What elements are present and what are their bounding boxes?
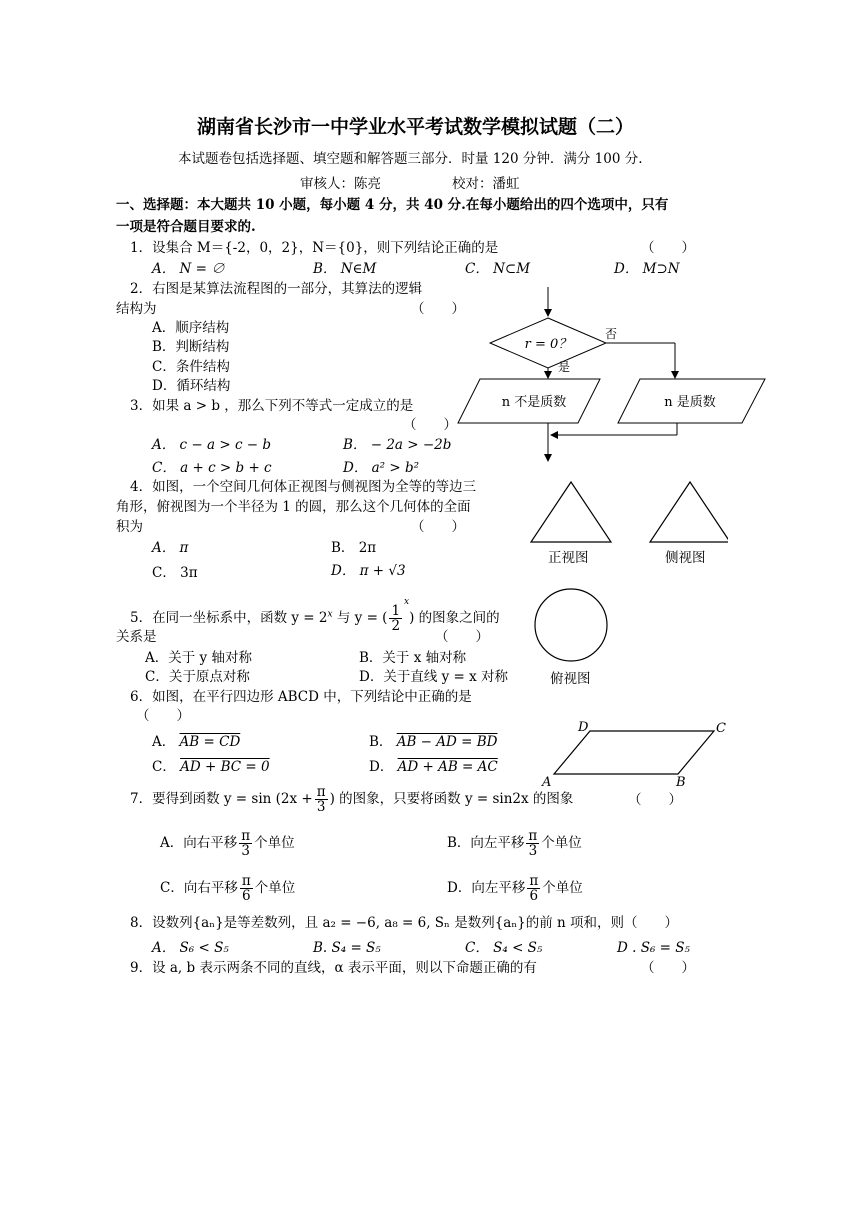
q2-option-a: A．顺序结构 — [152, 320, 230, 336]
q5-exp-2: x — [404, 597, 410, 607]
q3-option-b: B． − 2a > −2b — [343, 437, 452, 453]
q1-option-c: C． N⊂M — [465, 261, 531, 277]
q5-stem-cont: 关系是 — [116, 629, 157, 645]
q1-option-d: D． M⊃N — [614, 261, 680, 277]
q4-option-d: D． π + √3 — [331, 563, 406, 579]
q1-option-a: A． N = ∅ — [152, 261, 225, 277]
q5-stem-post: ) 的图象之间的 — [409, 610, 500, 626]
q6-answer-paren: （ ） — [136, 708, 190, 724]
front-view-label: 正视图 — [548, 550, 589, 566]
side-view-triangle — [650, 482, 728, 542]
reviewer: 审核人：陈亮 — [300, 176, 381, 192]
q5-option-b: B．关于 x 轴对称 — [359, 650, 467, 666]
q7-stem — [130, 785, 573, 814]
q5-option-c: C．关于原点对称 — [145, 669, 250, 685]
q1-option-b: B． N∈M — [313, 261, 377, 277]
q3-option-a: A． c − a > c − b — [152, 437, 272, 453]
q1-answer-paren: （ ） — [641, 240, 695, 256]
q8-stem: 8．设数列{aₙ}是等差数列，且 a₂ = −6, a₈ = 6, Sₙ 是数列{aₙ}的前 n 项和，则（ ） — [130, 915, 679, 931]
q1-stem: 1．设集合 M＝{-2，0，2}，N＝{0}，则下列结论正确的是 — [130, 240, 499, 256]
q4-option-a: A． π — [152, 540, 189, 556]
section-heading: 一、选择题：本大题共 10 小题，每小题 4 分，共 40 分.在每小题给出的四个选项中，只有 — [116, 197, 669, 213]
q6-stem: 6．如图，在平行四边形 ABCD 中，下列结论中正确的是 — [130, 689, 472, 705]
q4-answer-paren: （ ） — [411, 519, 465, 535]
q3-answer-paren: （ ） — [403, 417, 457, 433]
front-view-triangle — [531, 482, 611, 542]
flowchart — [440, 285, 780, 465]
q7-option-c: C．向右平移 $\frac{\pi}{6}$ 个单位 — [160, 873, 296, 905]
three-views-figure — [528, 478, 728, 698]
q9-answer-paren: （ ） — [641, 960, 695, 976]
q6-option-a: A． AB = CD — [152, 734, 241, 750]
q2-option-c: C．条件结构 — [152, 359, 230, 375]
q4-option-c: C． 3π — [152, 565, 198, 581]
q4-stem: 4．如图，一个空间几何体正视图与侧视图为全等的等边三 — [130, 479, 477, 495]
q8-option-b: B. S₄ = S₅ — [313, 940, 381, 956]
q5-stem — [130, 597, 500, 633]
q7-option-b: B．向左平移 $\frac{\pi}{3}$ 个单位 — [447, 828, 582, 860]
right-box-label: n 是质数 — [664, 395, 716, 410]
q4-stem-cont: 角形，俯视图为一个半径为 1 的圆，那么这个几何体的全面 — [116, 499, 471, 515]
q3-option-d: D． a² > b² — [343, 460, 420, 476]
top-view-label: 俯视图 — [550, 671, 591, 687]
left-box-label: n 不是质数 — [501, 395, 567, 410]
q8-option-d: D . S₆ = S₅ — [617, 940, 690, 956]
q4-option-b: B． 2π — [331, 540, 377, 556]
section-heading-cont: 一项是符合题目要求的. — [116, 219, 256, 235]
q7-option-a: A．向右平移 $\frac{\pi}{3}$ 个单位 — [160, 828, 295, 860]
q2-option-b: B．判断结构 — [152, 339, 230, 355]
q5-stem-mid: 与 y = ( — [332, 610, 388, 626]
no-label: 否 — [605, 327, 618, 341]
q7-answer-paren: （ ） — [628, 792, 682, 808]
yes-label: 是 — [558, 360, 571, 374]
q3-option-c: C． a + c > b + c — [152, 460, 272, 476]
q6-option-b-expr: AB − AD = BD — [396, 734, 498, 750]
vertex-a: A — [542, 775, 552, 790]
q6-option-a-expr: AB = CD — [179, 734, 241, 750]
q7-stem-pre: 7．要得到函数 y = sin (2x + — [130, 791, 313, 808]
q5-stem-pre: 5．在同一坐标系中，函数 y = 2 — [130, 610, 328, 626]
q5-option-a: A．关于 y 轴对称 — [145, 650, 252, 666]
q5-exp-1: x — [327, 609, 333, 620]
q6-option-c-expr: AD + BC = 0 — [180, 759, 270, 775]
q8-option-a: A． S₆ < S₅ — [152, 940, 229, 956]
q5-fraction: $\frac{1}{2}$ — [391, 602, 401, 634]
q6-option-b: B． AB − AD = BD — [369, 734, 498, 750]
top-view-circle — [535, 589, 607, 661]
q9-stem: 9．设 a, b 表示两条不同的直线，α 表示平面，则以下命题正确的有 — [130, 960, 537, 976]
page-title: 湖南省长沙市一中学业水平考试数学模拟试题（二） — [197, 116, 635, 138]
q7-option-d: D．向左平移 $\frac{\pi}{6}$ 个单位 — [447, 873, 583, 905]
q6-option-d-expr: AD + AB = AC — [397, 759, 498, 775]
proofreader: 校对：潘虹 — [452, 176, 520, 192]
vertex-d: D — [578, 720, 589, 735]
parallelogram-abcd — [554, 731, 714, 774]
q2-option-d: D．循环结构 — [152, 378, 231, 394]
q7-stem-post: ) 的图象，只要将函数 y = sin2x 的图象 — [329, 791, 574, 808]
q2-answer-paren: （ ） — [411, 301, 465, 317]
q7-fraction: $\frac{\pi}{3}$ — [316, 784, 326, 816]
q6-option-c: C． AD + BC = 0 — [152, 759, 270, 775]
vertex-b: B — [676, 775, 686, 790]
q8-option-c: C． S₄ < S₅ — [465, 940, 543, 956]
condition-label: r = 0？ — [524, 337, 572, 352]
q2-stem-cont: 结构为 — [116, 301, 157, 317]
q5-option-d: D．关于直线 y = x 对称 — [359, 669, 509, 685]
q2-stem: 2．右图是某算法流程图的一部分，其算法的逻辑 — [130, 281, 423, 297]
exam-intro: 本试题卷包括选择题、填空题和解答题三部分．时量 120 分钟．满分 100 分. — [178, 151, 643, 167]
q4-stem-cont2: 积为 — [116, 519, 143, 535]
parallelogram-figure — [538, 716, 738, 792]
q6-option-d: D． AD + AB = AC — [369, 759, 498, 775]
vertex-c: C — [716, 721, 726, 736]
side-view-label: 侧视图 — [665, 550, 706, 566]
q5-answer-paren: （ ） — [435, 629, 489, 645]
q3-stem: 3．如果 a > b ，那么下列不等式一定成立的是 — [130, 398, 414, 414]
